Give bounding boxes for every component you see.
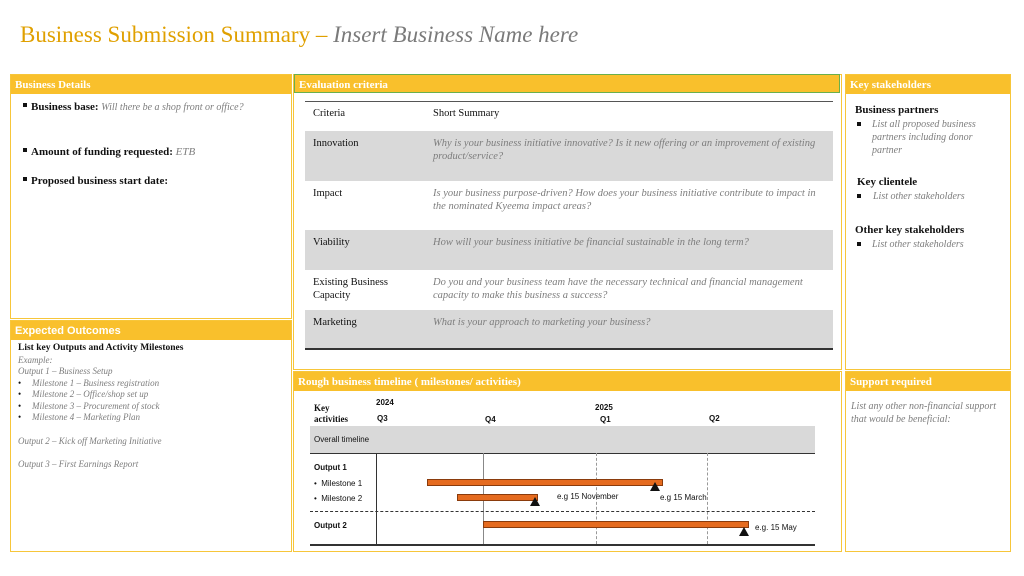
page-title-main: Business Submission Summary –: [20, 22, 334, 47]
criteria-col-header: Criteria: [313, 108, 346, 119]
page-title-business-name[interactable]: Insert Business Name here: [333, 22, 579, 47]
support-panel: [845, 371, 1011, 552]
overall-timeline-label: Overall timeline: [314, 435, 370, 444]
output1-label: Output 1: [314, 463, 347, 472]
timeline-grid-top: [310, 453, 815, 454]
outcomes-milestone: • Milestone 4 – Marketing Plan: [18, 412, 140, 422]
annotation-15-november: e.g 15 November: [557, 492, 619, 501]
milestone2-marker-icon: [530, 497, 540, 506]
table-row[interactable]: Innovation Why is your business initiative innovative? Is it new offering or an improvement of existing product/service?: [305, 131, 833, 181]
output2-marker-icon: [739, 527, 749, 536]
outcomes-output2: Output 2 – Kick off Marketing Initiative: [18, 435, 162, 446]
milestone2-bar[interactable]: [457, 494, 538, 501]
annotation-15-march: e.g 15 March: [660, 493, 707, 502]
business-base-row[interactable]: [23, 101, 244, 113]
outcomes-body[interactable]: [18, 343, 286, 471]
evaluation-header: [294, 74, 840, 93]
expected-outcomes-header: Expected Outcomes: [11, 321, 291, 340]
annotation-15-may: e.g. 15 May: [755, 523, 797, 532]
bullet-dot-icon: •: [314, 494, 322, 503]
business-base-hint[interactable]: Will there be a shop front or office?: [101, 102, 244, 113]
timeline-grid-bottom: [310, 544, 815, 546]
milestone1-marker-icon: [650, 482, 660, 491]
start-date-row[interactable]: [23, 175, 168, 187]
outcomes-milestone: • Milestone 1 – Business registration: [18, 377, 160, 388]
year-2025-label: 2025: [595, 403, 613, 412]
overall-timeline-band: [310, 426, 815, 453]
milestone2-label: • Milestone 2: [314, 494, 363, 503]
outcomes-output1: Output 1 – Business Setup: [18, 366, 113, 376]
timeline-grid-q2-line: [707, 453, 708, 544]
quarter-q2-label: Q2: [709, 414, 720, 423]
outcomes-output3: Output 3 – First Earnings Report: [18, 459, 139, 469]
bullet-dot-icon: •: [314, 479, 322, 488]
table-bottom-rule: [305, 348, 833, 350]
stakeholder-group-other[interactable]: Other key stakeholders List other stakeholders: [855, 224, 965, 250]
table-row[interactable]: Marketing What is your approach to marketing your business?: [305, 310, 833, 349]
bullet-dot-icon: •: [18, 412, 22, 422]
activities-label: activities: [314, 414, 348, 424]
quarter-q1-label: Q1: [600, 415, 611, 424]
output2-label: Output 2: [314, 521, 347, 530]
stakeholders-header: Key stakeholders: [846, 75, 1010, 94]
outcomes-example: Example:: [18, 354, 53, 365]
stakeholder-group-partners[interactable]: Business partners List all proposed business partners including donor partner: [855, 104, 976, 156]
timeline-chart: [310, 393, 815, 546]
table-row[interactable]: Viability How will your business initiative be financial sustainable in the long term?: [305, 230, 833, 270]
key-label: Key: [314, 403, 330, 413]
bullet-icon: [857, 122, 861, 126]
bullet-dot-icon: •: [18, 400, 22, 411]
bullet-icon: [857, 194, 861, 198]
timeline-grid-q3-line: [376, 453, 377, 544]
start-date-label: Proposed business start date:: [31, 175, 169, 187]
bullet-icon: [23, 103, 27, 107]
quarter-q3-label: Q3: [377, 414, 388, 423]
table-row[interactable]: Existing Business Capacity Do you and your business team have the necessary technical and financial management capacity to make this business a success?: [313, 277, 803, 301]
funding-value[interactable]: ETB: [175, 146, 196, 158]
funding-label: Amount of funding requested:: [31, 146, 173, 158]
support-text[interactable]: List any other non-financial support that would be beneficial:: [851, 401, 996, 425]
year-2024-label: 2024: [376, 398, 394, 407]
page-title: [20, 22, 578, 48]
bullet-icon: [23, 148, 27, 152]
funding-row[interactable]: [23, 146, 195, 158]
business-details-header: Business Details: [11, 75, 291, 94]
outcomes-milestone: • Milestone 2 – Office/shop set up: [18, 389, 149, 399]
table-header-row: [305, 101, 833, 131]
milestone1-label: • Milestone 1: [314, 479, 363, 488]
quarter-q4-label: Q4: [485, 415, 496, 424]
evaluation-header-label: Evaluation criteria: [299, 79, 388, 91]
stakeholder-group-clientele[interactable]: Key clientele List other stakeholders: [857, 176, 965, 202]
bullet-dot-icon: •: [18, 377, 22, 388]
bullet-icon: [857, 242, 861, 246]
bullet-dot-icon: •: [18, 389, 22, 399]
outcomes-intro: List key Outputs and Activity Milestones: [18, 343, 184, 353]
business-base-label: Business base:: [31, 101, 99, 113]
milestone1-bar[interactable]: [427, 479, 663, 486]
summary-col-header: Short Summary: [433, 108, 500, 119]
outcomes-milestone: • Milestone 3 – Procurement of stock: [18, 400, 160, 411]
timeline-header: Rough business timeline ( milestones/ activities): [294, 372, 840, 391]
bullet-icon: [23, 177, 27, 181]
timeline-output-divider: [310, 511, 815, 512]
support-header: Support required: [846, 372, 1010, 391]
output2-bar[interactable]: [483, 521, 749, 528]
table-row[interactable]: Impact Is your business purpose-driven? How does your business initiative contribute to impact in the nominated Kyeema impact areas?: [313, 188, 816, 212]
